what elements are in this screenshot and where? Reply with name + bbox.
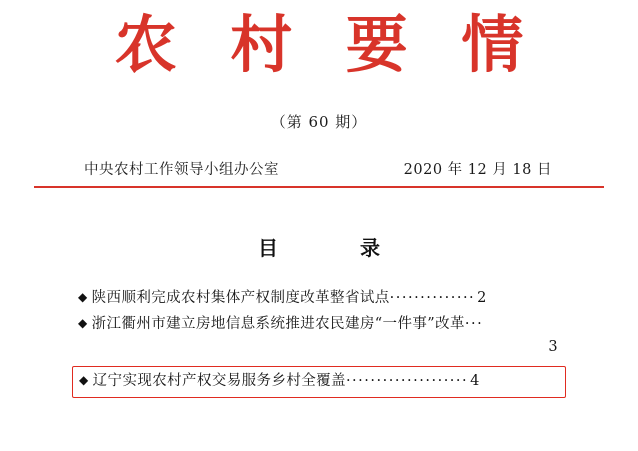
toc-entry-3[interactable] (72, 366, 566, 398)
toc-entry-3-title: 辽宁实现农村产权交易服务乡村全覆盖 (92, 372, 346, 389)
toc-entry-3-leader: ···················· (345, 372, 469, 389)
masthead (0, 0, 638, 81)
diamond-bullet-icon: ◆ (78, 290, 88, 305)
toc-entry-2-page: 3 (548, 339, 558, 356)
issue-number: （第 60 期） (270, 113, 368, 132)
document-meta (0, 158, 638, 179)
toc-entry-1-title: 陕西顺利完成农村集体产权制度改革整省试点 (91, 290, 390, 307)
toc-entry-1[interactable] (78, 287, 560, 310)
issuing-office: 中央农村工作领导小组办公室 (84, 162, 279, 179)
header-divider (34, 186, 604, 188)
toc-entry-1-leader: ·············· (389, 290, 476, 307)
table-of-contents (0, 287, 638, 398)
toc-entry-2-title: 浙江衢州市建立房地信息系统推进农民建房“一件事”改革 (91, 315, 465, 332)
toc-entry-1-page: 2 (477, 290, 487, 307)
contents-heading: 目 录 (258, 236, 394, 261)
toc-entry-3-page: 4 (470, 372, 480, 389)
diamond-bullet-icon: ◆ (78, 315, 88, 330)
toc-entry-2[interactable] (78, 313, 560, 360)
toc-entry-2-leader: ··· (464, 315, 484, 332)
issue-date: 2020 年 12 月 18 日 (403, 162, 552, 179)
masthead-title: 农 村 要 情 (114, 8, 540, 81)
diamond-bullet-icon: ◆ (79, 372, 89, 387)
